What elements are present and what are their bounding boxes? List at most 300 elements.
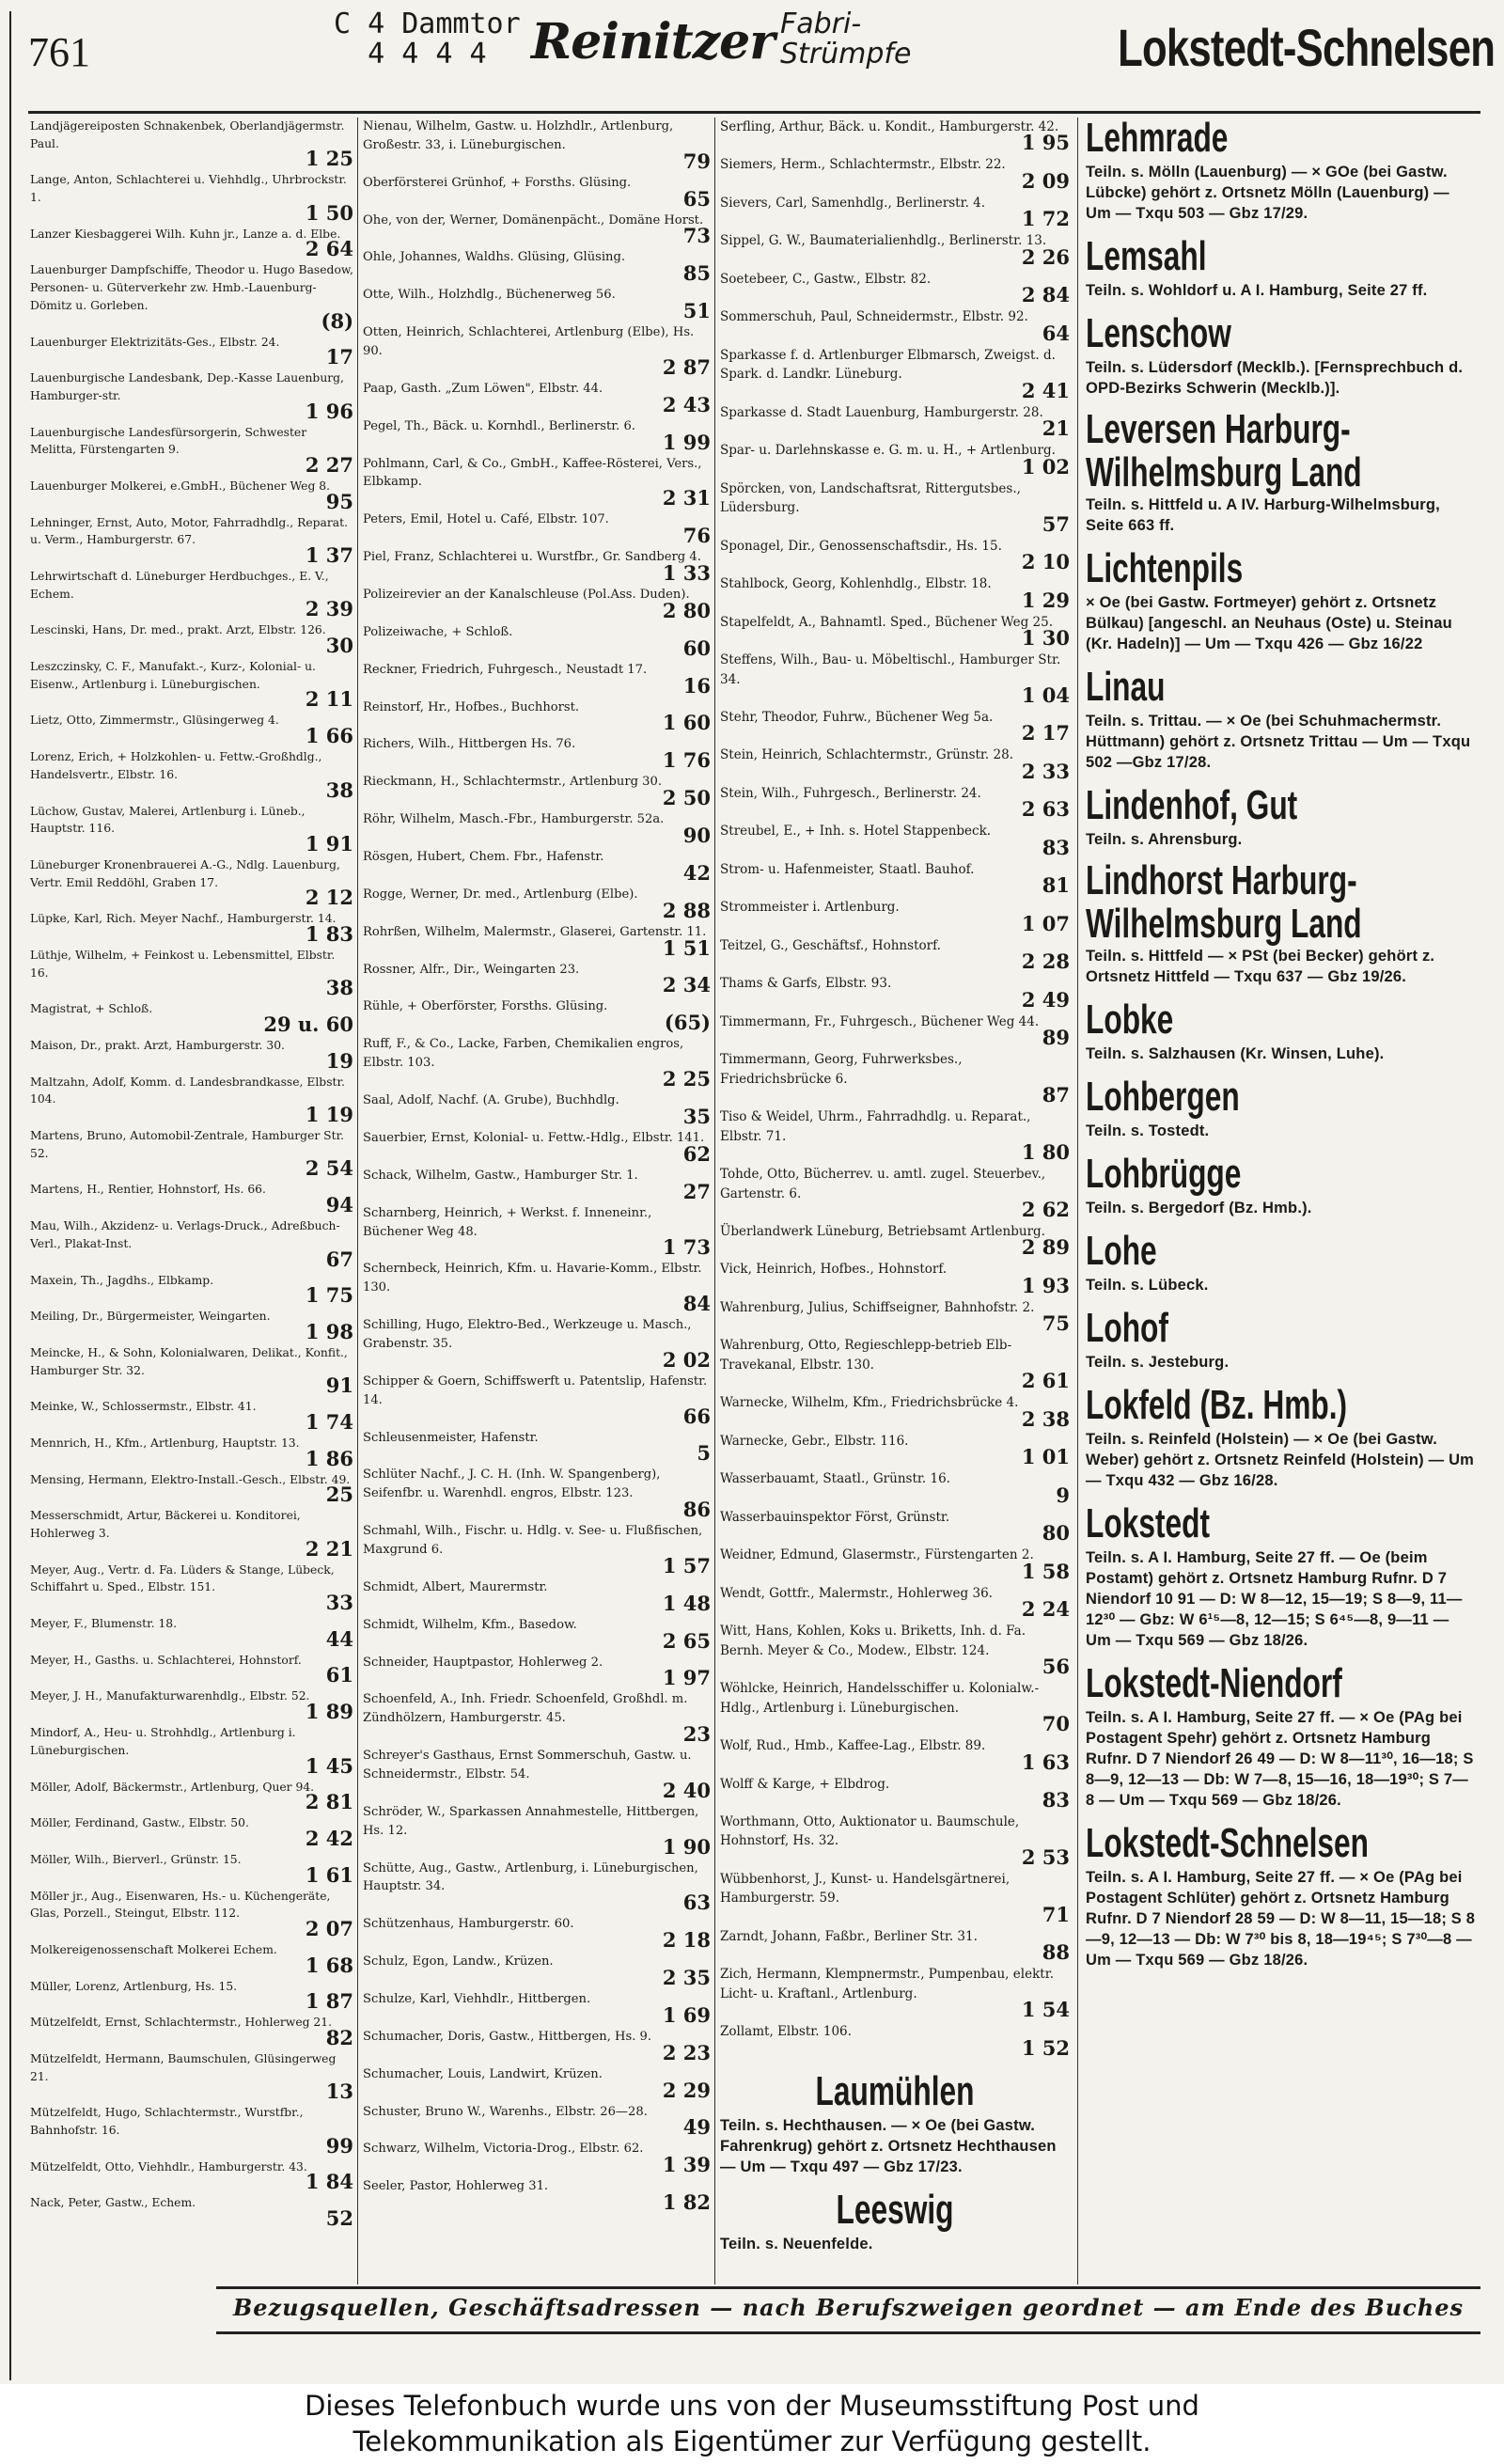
- listing-entry: [720, 1336, 1070, 1391]
- listing-number: 1 95: [1021, 131, 1070, 155]
- listing-text: Mützelfeldt, Ernst, Schlachtermstr., Hohlerweg 21.: [30, 2016, 333, 2030]
- listing-number: 62: [682, 1141, 711, 1166]
- listing-entry: [363, 417, 711, 453]
- listing-entry: [720, 708, 1070, 744]
- place-title: Lichtenpils: [1086, 545, 1244, 591]
- listing-text: Messerschmidt, Artur, Bäckerei u. Konditorei, Hohlerweg 3.: [30, 1509, 301, 1540]
- page-number: 761: [28, 29, 90, 75]
- listing-number: 56: [1042, 1655, 1070, 1679]
- listing-text: Reckner, Friedrich, Fuhrgesch., Neustadt 17.: [363, 662, 648, 677]
- listing-text: Strommeister i. Artlenburg.: [720, 900, 900, 916]
- listing-text: Schuster, Bruno W., Warenhs., Elbstr. 26—28.: [363, 2104, 648, 2119]
- listing-number: 89: [1042, 1026, 1070, 1050]
- column-divider: [714, 118, 715, 2284]
- listing-entry: [363, 1803, 711, 1858]
- listing-text: Saal, Adolf, Nachf. (A. Grube), Buchhdlg.: [363, 1093, 619, 1108]
- place-block: [1086, 1228, 1476, 1295]
- listing-entry: [363, 735, 711, 771]
- listing-text: Rieckmann, H., Schlachtermstr., Artlenburg 30.: [363, 775, 663, 790]
- listing-text: Sparkasse d. Stadt Lauenburg, Hamburgerstr. 28.: [720, 404, 1043, 420]
- listing-entry: [720, 1432, 1070, 1467]
- listing-number: 23: [682, 1722, 711, 1747]
- listing-entry: [30, 1888, 353, 1939]
- listing-entry: [30, 261, 353, 331]
- listing-number: 51: [682, 299, 711, 323]
- listing-text: Lauenburgische Landesbank, Dep.-Kasse Lauenburg, Hamburger-str.: [30, 371, 344, 402]
- place-description: Teiln. s. Lübeck.: [1086, 1277, 1209, 1294]
- place-description: Teiln. s. Hittfeld — × PSt (bei Becker) gehört z. Ortsnetz Hittfeld — Txqu 637 — Gbz 19/26.: [1086, 948, 1435, 985]
- listing-text: Mindorf, A., Heu- u. Strohhdlg., Artlenburg i. Lüneburgischen.: [30, 1726, 296, 1757]
- listing-text: Otte, Wilh., Holzhdlg., Büchenerweg 56.: [363, 288, 616, 303]
- listing-entry: [363, 248, 711, 284]
- listing-entry: [363, 1578, 711, 1614]
- listing-entry: [363, 1035, 711, 1090]
- listing-entry: [363, 548, 711, 584]
- listing-text: Röhr, Wilhelm, Masch.-Fbr., Hamburgerstr. 52a.: [363, 812, 665, 827]
- listing-text: Stahlbock, Georg, Kohlenhdlg., Elbstr. 18.: [720, 576, 992, 592]
- place-block: [1086, 1500, 1476, 1651]
- listing-number: (8): [321, 308, 353, 333]
- listing-text: Lietz, Otto, Zimmermstr., Glüsingerweg 4.: [30, 714, 279, 728]
- listing-number: 81: [1042, 873, 1070, 898]
- listing-entry: [720, 1469, 1070, 1505]
- listing-number: 79: [682, 149, 711, 173]
- caption-line-1: Dieses Telefonbuch wurde uns von der Museumsstiftung Post und: [305, 2390, 1199, 2422]
- place-title: Lokfeld (Bz. Hmb.): [1086, 1382, 1348, 1428]
- listing-text: Scharnberg, Heinrich, + Werkst. f. Inneneinr., Büchener Weg 48.: [363, 1205, 652, 1239]
- listing-entry: [720, 1927, 1070, 1963]
- listing-text: Nienau, Wilhelm, Gastw. u. Holzhdlr., Artlenburg, Großestr. 33, i. Lüneburgischen.: [363, 119, 674, 152]
- listing-number: 86: [682, 1498, 711, 1522]
- listing-text: Teitzel, G., Geschäftsf., Hohnstorf.: [720, 937, 941, 953]
- listing-number: 2 43: [662, 392, 711, 416]
- listing-text: Magistrat, + Schloß.: [30, 1002, 153, 1016]
- listing-entry: [720, 784, 1070, 820]
- listing-number: 1 60: [662, 711, 711, 735]
- listing-number: 1 68: [305, 1953, 353, 1977]
- listing-number: 2 25: [662, 1067, 711, 1091]
- listing-number: 1 33: [662, 561, 711, 586]
- listing-number: 2 35: [662, 1965, 711, 1989]
- listing-number: 2 65: [662, 1628, 711, 1653]
- listing-number: 1 76: [662, 748, 711, 773]
- listing-entry: [363, 2028, 711, 2064]
- header-ad-product: [780, 9, 911, 70]
- listing-entry: [30, 856, 353, 908]
- listing-number: 2 39: [305, 597, 353, 621]
- listing-number: 33: [325, 1591, 353, 1615]
- place-block: [1086, 1151, 1476, 1218]
- listing-entry: [363, 118, 711, 172]
- listing-text: Wahrenburg, Julius, Schiffseigner, Bahnhofstr. 2.: [720, 1299, 1035, 1315]
- column-divider: [357, 118, 358, 2284]
- listing-number: 1 52: [1021, 2035, 1070, 2060]
- listing-column-3: [720, 118, 1070, 2264]
- place-description: Teiln. s. A I. Hamburg, Seite 27 ff. — Oe (beim Postamt) gehört z. Ortsnetz Hamburg Rufnr. D 7 Niendorf 10 91 — D: W 8—12, 15—19; S 8—9, 11—12³⁰ — Gbz: W 6¹⁵—8, 12—15; S 6⁴⁵—8, 9—11 — Um — Txqu 569 — Gbz 18/26.: [1086, 1549, 1463, 1649]
- listing-number: 1 58: [1021, 1559, 1070, 1583]
- listing-entry: [363, 997, 711, 1033]
- listing-text: Mützelfeldt, Hermann, Baumschulen, Glüsingerweg 21.: [30, 2052, 337, 2083]
- listing-text: Schreyer's Gasthaus, Ernst Sommerschuh, Gastw. u. Schneidermstr., Elbstr. 54.: [363, 1749, 692, 1781]
- listing-text: Leszczinsky, C. F., Manufakt.-, Kurz-, Kolonial- u. Eisenw., Artlenburg i. Lüneburgischen.: [30, 660, 316, 691]
- listing-number: 1 80: [1021, 1140, 1070, 1165]
- listing-entry: [30, 424, 353, 476]
- listing-number: 1 50: [305, 200, 353, 225]
- listing-entry: [30, 803, 353, 855]
- listing-entry: [30, 171, 353, 223]
- listing-number: 21: [1042, 416, 1070, 441]
- listing-text: Oberförsterei Grünhof, + Forsths. Glüsing.: [363, 175, 632, 190]
- listing-number: 35: [682, 1104, 711, 1128]
- listing-text: Lauenburger Elektrizitäts-Ges., Elbstr. 24.: [30, 335, 280, 349]
- listing-entry: [720, 860, 1070, 896]
- listing-number: 2 38: [1021, 1406, 1070, 1431]
- listing-number: 1 51: [662, 935, 711, 960]
- listing-number: 2 63: [1021, 797, 1070, 822]
- listing-number: 2 09: [1021, 168, 1070, 193]
- listing-number: 2 89: [1021, 1235, 1070, 1260]
- listing-text: Lescinski, Hans, Dr. med., prakt. Arzt, Elbstr. 126.: [30, 623, 326, 637]
- listing-entry: [363, 623, 711, 659]
- listing-text: Lauenburger Dampfschiffe, Theodor u. Hugo Basedow, Personen- u. Güterverkehr zw. Hmb.-Lauenburg-Dömitz u. Gorleben.: [30, 263, 353, 312]
- listing-entry: [363, 1522, 711, 1577]
- listing-text: Ohle, Johannes, Waldhs. Glüsing, Glüsing.: [363, 250, 626, 265]
- listing-entry: [363, 1204, 711, 1259]
- listing-text: Wendt, Gottfr., Malermstr., Hohlerweg 36.: [720, 1585, 993, 1601]
- listing-entry: [363, 1129, 711, 1165]
- listing-text: Lüpke, Karl, Rich. Meyer Nachf., Hamburgerstr. 14.: [30, 912, 337, 926]
- listing-entry: [30, 568, 353, 620]
- listing-number: 2 49: [1021, 987, 1070, 1012]
- listing-text: Spörcken, von, Landschaftsrat, Rittergutsbes., Lüdersburg.: [720, 480, 1021, 516]
- listing-number: 2 24: [1021, 1597, 1070, 1622]
- listing-entry: [30, 1037, 353, 1072]
- listing-entry: [720, 479, 1070, 535]
- listing-text: Lüneburger Kronenbrauerei A.-G., Ndlg. Lauenburg, Vertr. Emil Reddöhl, Graben 17.: [30, 857, 340, 889]
- listing-entry: [720, 441, 1070, 477]
- listing-text: Mützelfeldt, Otto, Viehhdlr., Hamburgerstr. 43.: [30, 2159, 307, 2174]
- listing-text: Mennrich, H., Kfm., Artlenburg, Hauptstr. 13.: [30, 1436, 300, 1450]
- place-description: Teiln. s. Mölln (Lauenburg) — × GOe (bei Gastw. Lübcke) gehört z. Ortsnetz Mölln (Lauenburg) — Um — Txqu 503 — Gbz 17/29.: [1086, 164, 1449, 222]
- listing-number: 1 45: [305, 1753, 353, 1778]
- listing-column-2: [363, 118, 711, 2215]
- place-block: [1086, 1820, 1476, 1970]
- place-block: [1086, 545, 1476, 654]
- listing-number: 73: [682, 224, 711, 248]
- listing-text: Schmidt, Albert, Maurermstr.: [363, 1579, 548, 1594]
- listing-entry: [363, 848, 711, 884]
- listing-entry: [30, 1344, 353, 1396]
- listing-text: Seeler, Pastor, Hohlerweg 31.: [363, 2179, 549, 2194]
- listing-text: Tiso & Weidel, Uhrm., Fahrradhdlg. u. Reparat., Elbstr. 71.: [720, 1109, 1031, 1144]
- listing-entry: [363, 1915, 711, 1951]
- listing-text: Schernbeck, Heinrich, Kfm. u. Havarie-Komm., Elbstr. 130.: [363, 1262, 702, 1295]
- place-block: [1086, 1660, 1476, 1811]
- listing-text: Lauenburger Molkerei, e.GmbH., Büchener Weg 8.: [30, 479, 331, 493]
- listing-text: Martens, H., Rentier, Hohnstorf, Hs. 66.: [30, 1183, 266, 1197]
- listing-entry: [30, 226, 353, 260]
- place-block: [1086, 115, 1476, 224]
- listing-entry: [30, 1652, 353, 1687]
- header-divider: [28, 111, 1480, 114]
- listing-text: Meincke, H., & Sohn, Kolonialwaren, Delikat., Konfit., Hamburger Str. 32.: [30, 1345, 348, 1377]
- listing-number: 65: [682, 186, 711, 211]
- listing-number: 76: [682, 524, 711, 548]
- listing-number: 19: [325, 1048, 353, 1073]
- listing-entry: [720, 403, 1070, 439]
- listing-text: Schröder, W., Sparkassen Annahmestelle, Hittbergen, Hs. 12.: [363, 1804, 699, 1838]
- listing-entry: [363, 2177, 711, 2213]
- place-title: Lenschow: [1086, 310, 1231, 356]
- listing-number: 1 29: [1021, 588, 1070, 612]
- listing-entry: [720, 822, 1070, 857]
- listing-text: Maxein, Th., Jagdhs., Elbkamp.: [30, 1273, 214, 1287]
- listing-number: 64: [1042, 321, 1070, 345]
- listing-number: 1 93: [1021, 1273, 1070, 1297]
- listing-entry: [30, 1181, 353, 1216]
- listing-text: Molkereigenossenschaft Molkerei Echem.: [30, 1942, 277, 1956]
- listing-entry: [30, 1562, 353, 1613]
- listing-entry: [720, 118, 1070, 153]
- listing-number: 44: [325, 1626, 353, 1651]
- listing-entry: [363, 174, 711, 210]
- listing-number: 84: [682, 1292, 711, 1316]
- listing-number: 70: [1042, 1712, 1070, 1736]
- listing-text: Schmahl, Wilh., Fischr. u. Hdlg. v. See- u. Flußfischen, Maxgrund 6.: [363, 1524, 703, 1557]
- listing-text: Pohlmann, Carl, & Co., GmbH., Kaffee-Rösterei, Vers., Elbkamp.: [363, 456, 702, 490]
- listing-number: 85: [682, 261, 711, 286]
- listing-text: Rösgen, Hubert, Chem. Fbr., Hafenstr.: [363, 850, 604, 865]
- place-block: [1086, 1382, 1476, 1491]
- place-description: Teiln. s. Ahrensburg.: [1086, 831, 1243, 848]
- listing-text: Wöhlcke, Heinrich, Handelsschiffer u. Kolonialw.-Hdlg., Artlenburg i. Lüneburgischen.: [720, 1681, 1040, 1716]
- listing-text: Otten, Heinrich, Schlachterei, Artlenburg (Elbe), Hs. 90.: [363, 325, 695, 359]
- listing-number: 1 87: [305, 1989, 353, 2014]
- listing-number: 2 31: [662, 486, 711, 510]
- listing-text: Müller, Lorenz, Artlenburg, Hs. 15.: [30, 1979, 238, 1993]
- listing-entry: [30, 1814, 353, 1849]
- place-description: Teiln. s. Wohldorf u. A I. Hamburg, Seite 27 ff.: [1086, 282, 1428, 299]
- place-title: Linau: [1086, 664, 1166, 710]
- place-block: [1086, 859, 1476, 987]
- listing-text: Wolff & Karge, + Elbdrog.: [720, 1776, 890, 1792]
- place-title: Lohbergen: [1086, 1074, 1240, 1120]
- listing-text: Zollamt, Elbstr. 106.: [720, 2024, 852, 2040]
- listing-entry: [720, 1260, 1070, 1295]
- listing-number: 30: [325, 634, 353, 658]
- listing-entry: [363, 961, 711, 997]
- listing-number: 2 27: [305, 452, 353, 477]
- place-title: Lobke: [1086, 997, 1174, 1043]
- place-block: [1086, 233, 1476, 301]
- listing-entry: [720, 1012, 1070, 1048]
- listing-entry: [363, 886, 711, 921]
- listing-number: 25: [325, 1483, 353, 1507]
- listing-number: 2 12: [305, 886, 353, 910]
- place-title: Lohe: [1086, 1228, 1157, 1274]
- place-block: [1086, 782, 1476, 850]
- listing-entry: [720, 2022, 1070, 2058]
- place-title: Lindhorst Harburg-Wilhelmsburg Land: [1086, 857, 1362, 947]
- listing-number: 2 53: [1021, 1844, 1070, 1869]
- listing-text: Wasserbauinspektor Först, Grünstr.: [720, 1509, 950, 1525]
- listing-entry: [30, 118, 353, 169]
- listing-number: 95: [325, 489, 353, 513]
- listing-entry: [30, 2194, 353, 2229]
- listing-number: 2 18: [662, 1928, 711, 1953]
- place-description: Teiln. s. Hechthausen. — × Oe (bei Gastw. Fahrenkrug) gehört z. Ortsnetz Hechthausen — Um — Txqu 497 — Gbz 17/23.: [720, 2116, 1057, 2175]
- listing-entry: [30, 1074, 353, 1125]
- listing-number: 1 89: [305, 1700, 353, 1724]
- listing-number: 1 74: [305, 1409, 353, 1434]
- listing-text: Rohrßen, Wilhelm, Malermstr., Glaserei, Gartenstr. 11.: [363, 924, 707, 939]
- listing-number: 94: [325, 1193, 353, 1217]
- place-block: [1086, 997, 1476, 1064]
- listing-number: 2 21: [305, 1536, 353, 1561]
- caption-line-2: Telekommunikation als Eigentümer zur Verfügung gestellt.: [352, 2425, 1152, 2457]
- listing-text: Wahrenburg, Otto, Regieschlepp-betrieb Elb-Travekanal, Elbstr. 130.: [720, 1338, 1012, 1373]
- listing-text: Maltzahn, Adolf, Komm. d. Landesbrandkasse, Elbstr. 104.: [30, 1075, 345, 1106]
- listing-number: 67: [325, 1247, 353, 1271]
- listing-text: Streubel, E., + Inh. s. Hotel Stappenbeck.: [720, 824, 992, 840]
- listing-entry: [720, 1508, 1070, 1544]
- place-block: [720, 2068, 1070, 2177]
- page-title: Lokstedt-Schnelsen: [1117, 18, 1495, 77]
- place-title: Lehmrade: [1086, 115, 1229, 161]
- listing-text: Lanzer Kiesbaggerei Wilh. Kuhn jr., Lanze a. d. Elbe.: [30, 227, 341, 241]
- listing-number: 2 80: [662, 598, 711, 622]
- listing-entry: [30, 2050, 353, 2102]
- listing-text: Überlandwerk Lüneburg, Betriebsamt Artlenburg.: [720, 1224, 1045, 1239]
- listing-text: Pegel, Th., Bäck. u. Kornhdl., Berlinerstr. 6.: [363, 418, 635, 433]
- listing-text: Zich, Hermann, Klempnermstr., Pumpenbau, elektr. Licht- u. Kraftanl., Artlenburg.: [720, 1967, 1054, 2001]
- listing-text: Polizeirevier an der Kanalschleuse (Pol.Ass. Duden).: [363, 588, 690, 603]
- listing-entry: [30, 1851, 353, 1886]
- listing-text: Stein, Heinrich, Schlachtermstr., Grünstr. 28.: [720, 747, 1013, 763]
- listing-number: 1 48: [662, 1591, 711, 1615]
- listing-text: Vick, Heinrich, Hofbes., Hohnstorf.: [720, 1262, 948, 1278]
- listing-text: Wasserbauamt, Staatl., Grünstr. 16.: [720, 1471, 950, 1487]
- place-title: Lemsahl: [1086, 233, 1207, 279]
- header-ad-product-line-2: Strümpfe: [780, 38, 912, 71]
- place-description: Teiln. s. A I. Hamburg, Seite 27 ff. — × Oe (PAg bei Postagent Spehr) gehört z. Ortsnetz Hamburg Rufnr. D 7 Niendorf 26 49 — D: W 8—11³⁰, 16—18; S 8—9, 12—13 — Db: W 7—8, 15—16, 18—19³⁰; S 7—8 — Um — Txqu 569 — Gbz 18/26.: [1086, 1709, 1474, 1809]
- listing-entry: [363, 2140, 711, 2175]
- place-title: Leeswig: [836, 2186, 954, 2233]
- listing-entry: [720, 194, 1070, 229]
- listing-entry: [363, 1260, 711, 1314]
- listing-entry: [363, 455, 711, 510]
- listing-entry: [363, 661, 711, 697]
- listing-entry: [30, 514, 353, 566]
- listing-entry: [30, 2104, 353, 2156]
- listing-number: 71: [1042, 1902, 1070, 1926]
- listing-text: Timmermann, Fr., Fuhrgesch., Büchener Weg 44.: [720, 1013, 1040, 1029]
- header-ad-address: [334, 9, 521, 70]
- listing-number: 1 07: [1021, 911, 1070, 935]
- listing-text: Warnecke, Gebr., Elbstr. 116.: [720, 1433, 909, 1449]
- listing-entry: [363, 1466, 711, 1520]
- listing-entry: [720, 1546, 1070, 1581]
- listing-entry: [720, 1393, 1070, 1429]
- listing-number: 88: [1042, 1940, 1070, 1965]
- listing-text: Schulz, Egon, Landw., Krüzen.: [363, 1954, 554, 1970]
- listing-number: 1 82: [662, 2190, 711, 2215]
- listing-number: 2 88: [662, 898, 711, 922]
- listing-text: Paap, Gasth. „Zum Löwen", Elbstr. 44.: [363, 381, 603, 396]
- listing-text: Schneider, Hauptpastor, Hohlerweg 2.: [363, 1655, 603, 1670]
- listing-entry: [720, 1222, 1070, 1258]
- listing-entry: [720, 1870, 1070, 1925]
- listing-entry: [720, 1965, 1070, 2020]
- listing-number: 42: [682, 860, 711, 885]
- place-description: Teiln. s. Trittau. — × Oe (bei Schuhmachermstr. Hüttmann) gehört z. Ortsnetz Trittau — Um — Txqu 502 —Gbz 17/28.: [1086, 713, 1471, 771]
- listing-entry: [30, 1217, 353, 1269]
- listing-entry: [30, 1308, 353, 1342]
- listing-number: 1 97: [662, 1666, 711, 1690]
- place-block: [720, 2187, 1070, 2254]
- listing-entry: [720, 974, 1070, 1010]
- listing-entry: [720, 270, 1070, 306]
- listing-entry: [30, 1724, 353, 1776]
- listing-number: 27: [682, 1179, 711, 1203]
- listing-number: 1 19: [305, 1103, 353, 1127]
- listing-text: Lange, Anton, Schlachterei u. Viehhdlg., Uhrbrockstr. 1.: [30, 173, 347, 205]
- listing-number: 2 61: [1021, 1369, 1070, 1393]
- listing-number: 17: [325, 345, 353, 369]
- listing-entry: [363, 1654, 711, 1689]
- listing-number: 60: [682, 636, 711, 660]
- listing-entry: [30, 1941, 353, 1976]
- listing-text: Steffens, Wilh., Bau- u. Möbeltischl., Hamburger Str. 34.: [720, 652, 1061, 687]
- listing-entry: [720, 155, 1070, 191]
- listing-number: 2 87: [662, 354, 711, 379]
- listing-entry: [363, 1747, 711, 1801]
- listing-text: Tohde, Otto, Bücherrev. u. amtl. zugel. Steuerbev., Gartenstr. 6.: [720, 1167, 1046, 1201]
- listing-text: Meyer, H., Gasths. u. Schlachterei, Hohnstorf.: [30, 1653, 302, 1667]
- listing-text: Schleusenmeister, Hafenstr.: [363, 1430, 539, 1445]
- listing-entry: [30, 910, 353, 945]
- listing-entry: [363, 2065, 711, 2101]
- listing-entry: [30, 1435, 353, 1469]
- listing-text: Weidner, Edmund, Glasermstr., Fürstengarten 2.: [720, 1547, 1034, 1563]
- listing-number: 2 02: [662, 1347, 711, 1372]
- listing-text: Timmermann, Georg, Fuhrwerksbes., Friedrichsbrücke 6.: [720, 1052, 963, 1087]
- listing-number: 1 72: [1021, 207, 1070, 231]
- listing-text: Schumacher, Louis, Landwirt, Krüzen.: [363, 2066, 603, 2081]
- listing-number: 1 84: [305, 2170, 353, 2194]
- listing-entry: [30, 621, 353, 656]
- place-title: Laumühlen: [815, 2067, 975, 2114]
- listing-entry: [30, 1398, 353, 1433]
- listing-text: Maison, Dr., prakt. Arzt, Hamburgerstr. 30.: [30, 1039, 285, 1052]
- listing-text: Schack, Wilhelm, Gastw., Hamburger Str. 1.: [363, 1168, 638, 1183]
- place-title: Lohof: [1086, 1305, 1168, 1351]
- listing-text: Schütte, Aug., Gastw., Artlenburg, i. Lüneburgischen, Hauptstr. 34.: [363, 1860, 698, 1894]
- listing-number: 2 50: [662, 786, 711, 810]
- listing-number: 2 26: [1021, 244, 1070, 269]
- listing-entry: [363, 1167, 711, 1202]
- listing-text: Thams & Garfs, Elbstr. 93.: [720, 976, 892, 992]
- listing-number: 1 57: [662, 1553, 711, 1577]
- listing-entry: [363, 1429, 711, 1465]
- place-block: [1086, 1305, 1476, 1373]
- listing-entry: [363, 286, 711, 322]
- listing-text: Ruff, F., & Co., Lacke, Farben, Chemikalien engros, Elbstr. 103.: [363, 1037, 684, 1071]
- listing-number: 2 17: [1021, 721, 1070, 745]
- listing-text: Schützenhaus, Hamburgerstr. 60.: [363, 1917, 574, 1932]
- place-description: Teiln. s. Bergedorf (Bz. Hmb.).: [1086, 1200, 1312, 1216]
- listing-number: 1 91: [305, 831, 353, 855]
